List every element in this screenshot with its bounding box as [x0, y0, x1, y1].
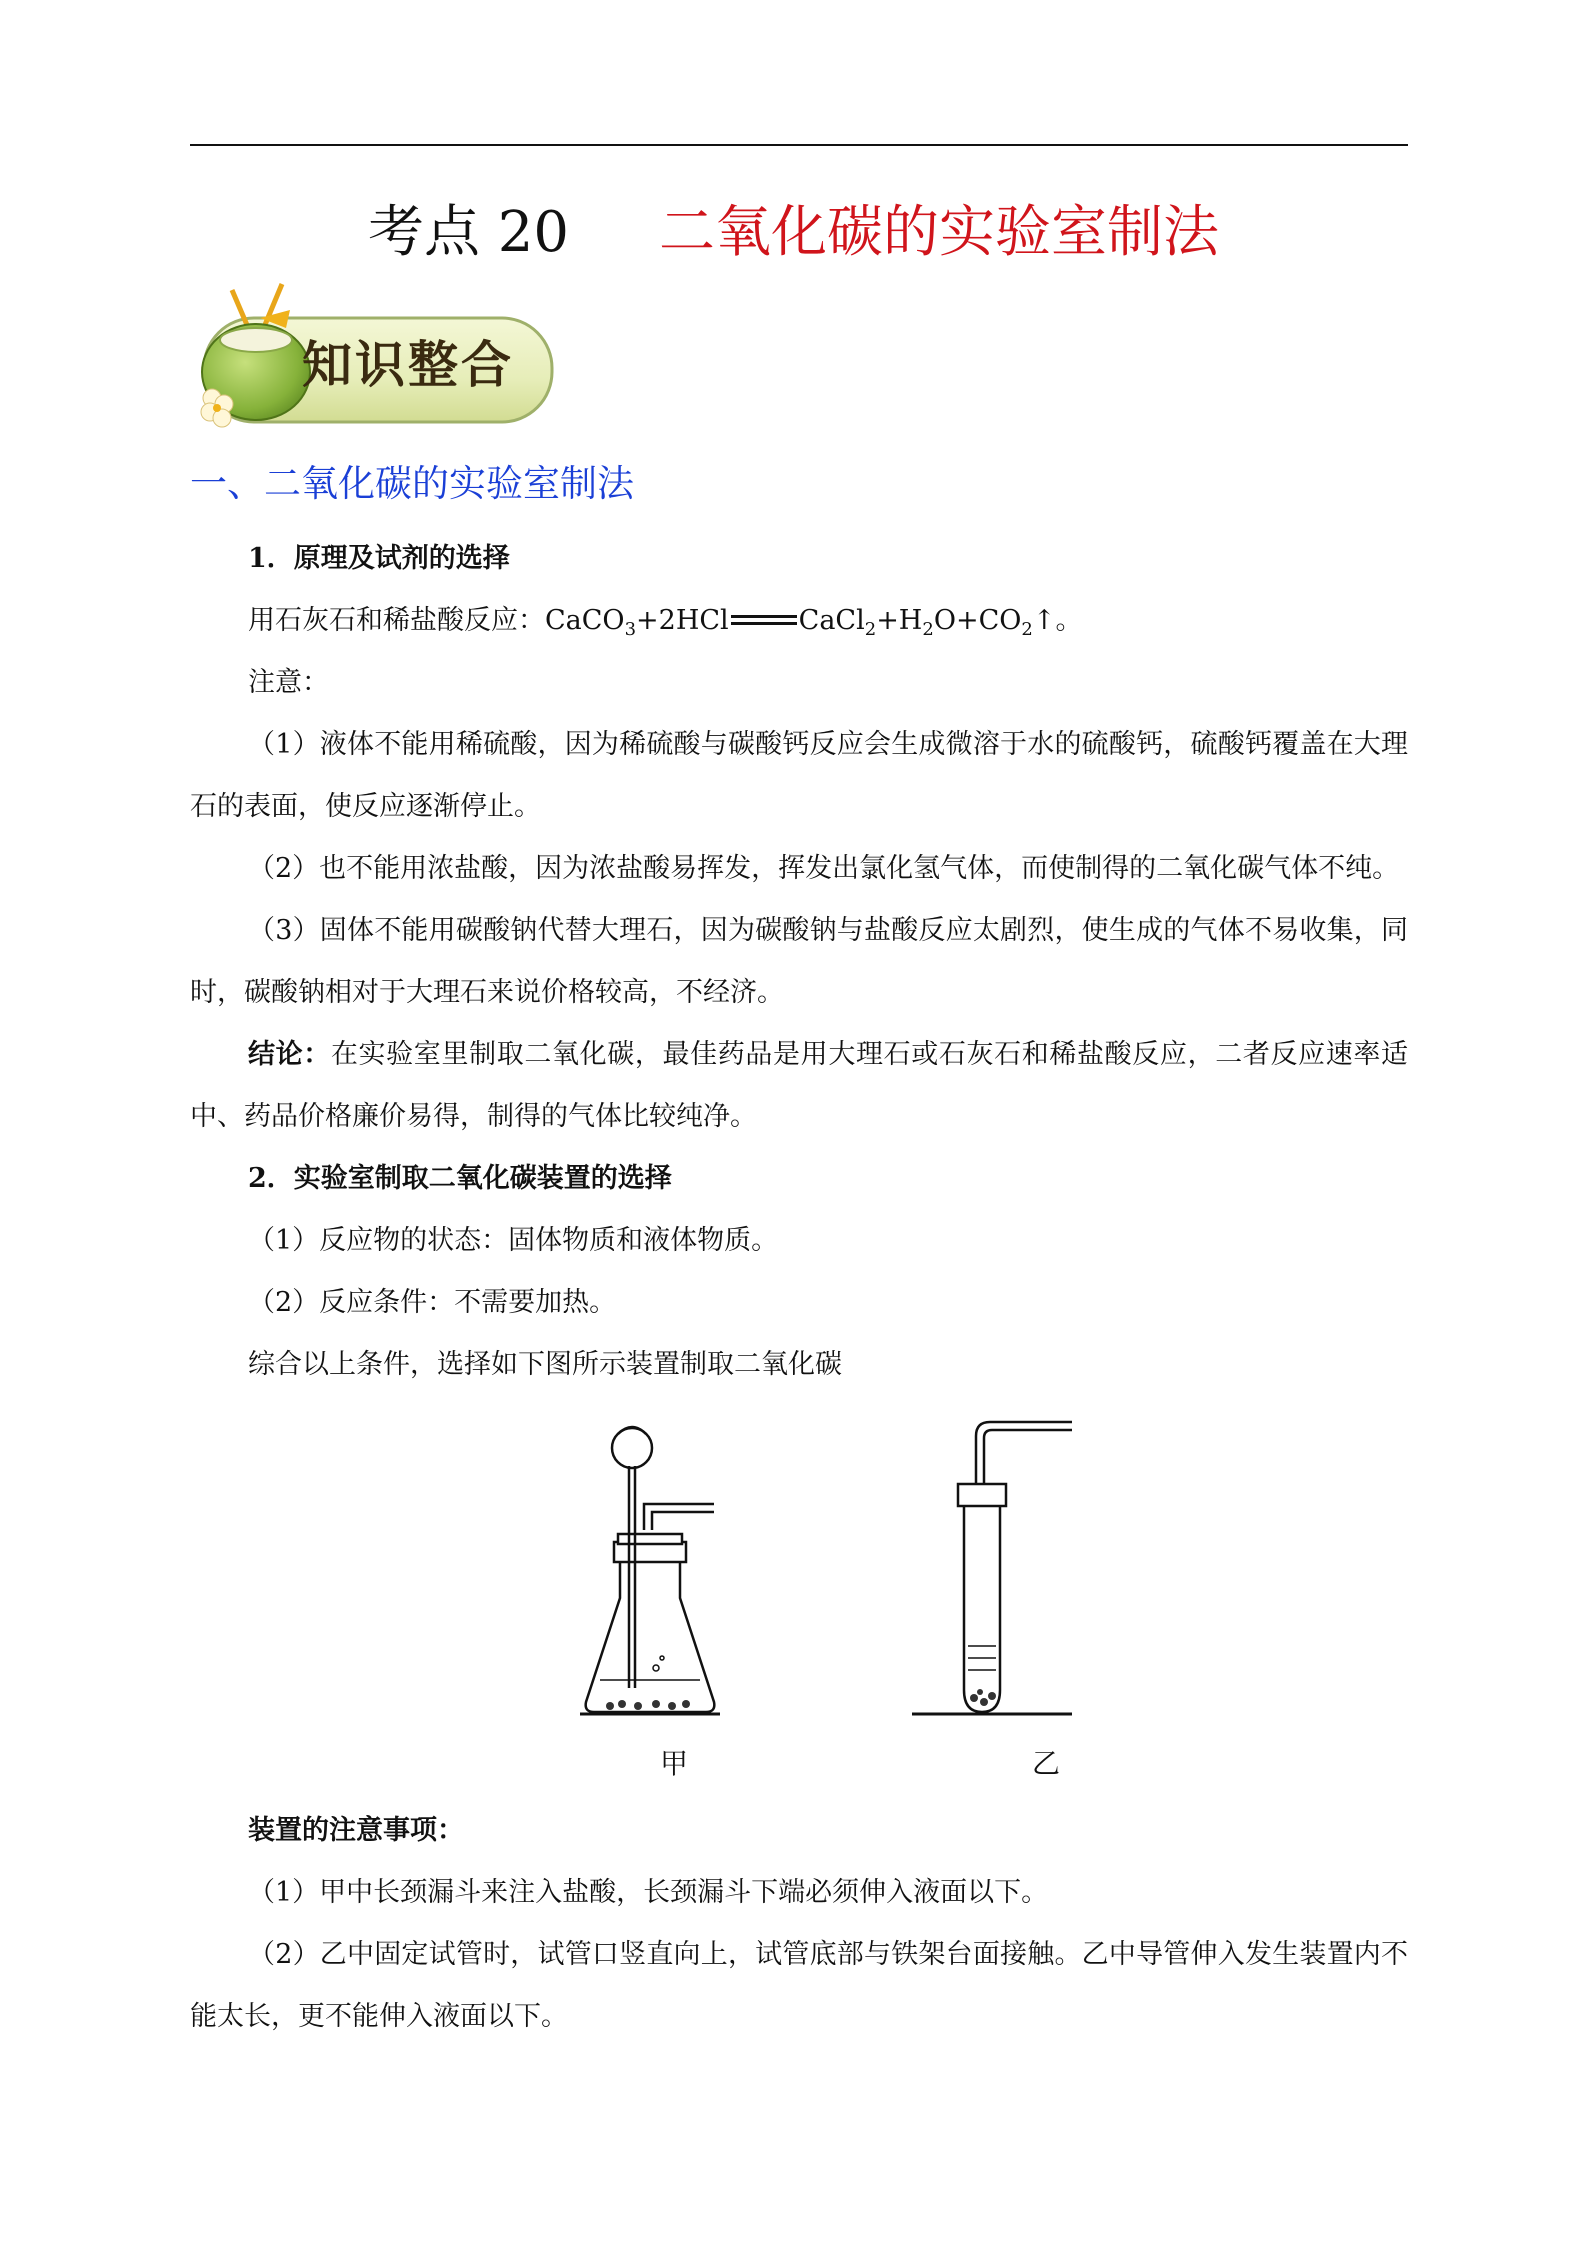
reactant-caco3: CaCO [545, 605, 625, 636]
conclusion [190, 1024, 1408, 1148]
product-co2: O+CO [933, 605, 1022, 636]
caption-right: 乙 [1032, 1747, 1061, 1780]
apparatus-flask [580, 1427, 720, 1714]
section-heading: 一、二氧化碳的实验室制法 [190, 462, 634, 505]
part2-item-2: （2）反应条件：不需要加热。 [248, 1287, 617, 1318]
note-3: （3）固体不能用碳酸钠代替大理石，因为碳酸钠与盐酸反应太剧烈，使生成的气体不易收集，同时，碳酸钠相对于大理石来说价格较高，不经济。 [190, 915, 1408, 1008]
badge-label: 知识整合 [302, 336, 514, 394]
cautions-item-1: （1）甲中长颈漏斗来注入盐酸，长颈漏斗下端必须伸入液面以下。 [248, 1877, 1049, 1908]
conclusion-label: 结论： [248, 1039, 331, 1070]
gas-arrow: ↑。 [1032, 605, 1083, 636]
caption-left: 甲 [660, 1747, 689, 1780]
cautions-item-2: （2）乙中固定试管时，试管口竖直向上，试管底部与铁架台面接触。乙中导管伸入发生装置内不能太长，更不能伸入液面以下。 [190, 1939, 1408, 2032]
conclusion-text: 在实验室里制取二氧化碳，最佳药品是用大理石或石灰石和稀盐酸反应，二者反应速率适中、药品价格廉价易得，制得的气体比较纯净。 [190, 1039, 1409, 1132]
cautions-heading: 装置的注意事项： [248, 1815, 464, 1846]
title-main: 二氧化碳的实验室制法 [659, 200, 1220, 265]
product-h2o: +H [876, 605, 923, 636]
reaction-line: 用石灰石和稀盐酸反应：CaCO$_3$+2HCl $CaCl_2+H_2O+CO_2↑$。 [248, 605, 1083, 640]
page-title [0, 188, 1587, 278]
apparatus-test-tube [912, 1422, 1072, 1714]
equals-sign [731, 615, 797, 625]
note-label: 注意： [248, 667, 329, 698]
header-rule [190, 144, 1408, 146]
note-1: （1）液体不能用稀硫酸，因为稀硫酸与碳酸钙反应会生成微溶于水的硫酸钙，硫酸钙覆盖在大理石的表面，使反应逐渐停止。 [190, 729, 1408, 822]
reaction-intro: 用石灰石和稀盐酸反应： [248, 605, 545, 636]
note-2: （2）也不能用浓盐酸，因为浓盐酸易挥发，挥发出氯化氢气体，而使制得的二氧化碳气体不纯。 [248, 853, 1400, 884]
product-cacl2: CaCl [798, 605, 865, 636]
title-prefix: 考点 20 [367, 200, 570, 265]
part1-heading: 1．原理及试剂的选择 [248, 543, 510, 574]
reactant-hcl: +2HCl [636, 605, 729, 636]
apparatus-figure [560, 1418, 1120, 1738]
part2-summary: 综合以上条件，选择如下图所示装置制取二氧化碳 [248, 1349, 842, 1380]
coconut-icon [201, 284, 310, 427]
part2-item-1: （1）反应物的状态：固体物质和液体物质。 [248, 1225, 779, 1256]
part2-heading: 2．实验室制取二氧化碳装置的选择 [248, 1163, 672, 1194]
